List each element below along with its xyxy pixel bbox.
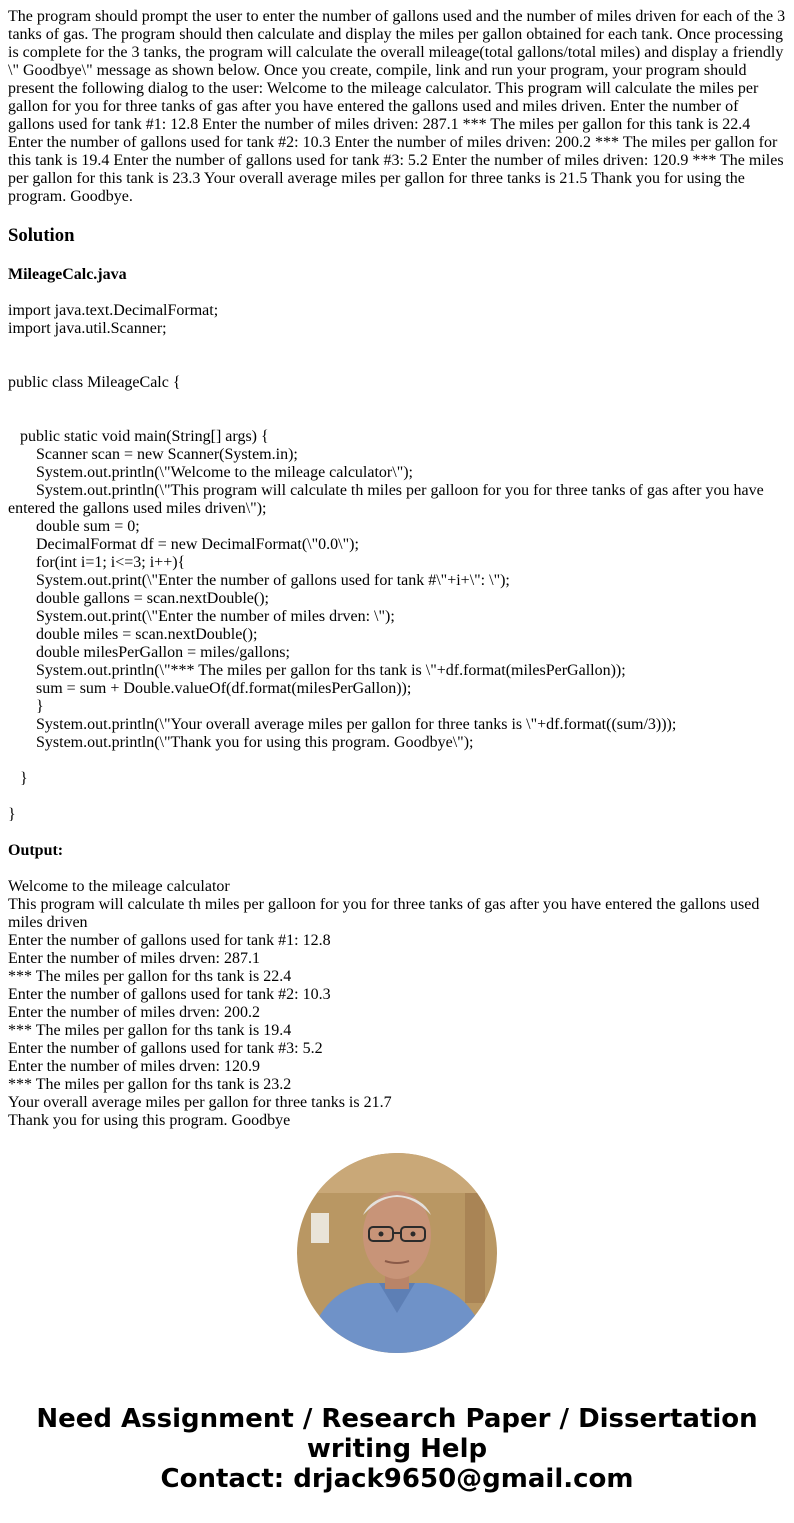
solution-heading: Solution bbox=[8, 225, 75, 246]
code-line: public class MileageCalc { bbox=[8, 374, 181, 391]
code-line: public static void main(String[] args) { bbox=[8, 428, 269, 445]
output-line: *** The miles per gallon for ths tank is 23.2 bbox=[8, 1076, 292, 1093]
promo-line-1: Need Assignment / Research Paper / Dissertation bbox=[36, 1404, 758, 1434]
code-line bbox=[8, 752, 786, 770]
code-line: for(int i=1; i<=3; i++){ bbox=[8, 554, 186, 571]
code-line: System.out.println(\"Welcome to the mileage calculator\"); bbox=[8, 464, 413, 481]
code-line: System.out.println(\"Thank you for using this program. Goodbye\"); bbox=[8, 734, 474, 751]
output-heading: Output: bbox=[8, 842, 64, 859]
output-line: Your overall average miles per gallon for three tanks is 21.7 bbox=[8, 1094, 392, 1111]
promo-banner bbox=[0, 1404, 794, 1494]
code-line: Scanner scan = new Scanner(System.in); bbox=[8, 446, 298, 463]
question-text: The program should prompt the user to enter the number of gallons used and the number of miles driven for each of the 3 tanks of gas. The program should then calculate and display the miles per gallon obtained for each tank. Once processing is complete for the 3 tanks, the program will calculate the overall mileage(total gallons/total miles) and display a friendly \" Goodbye\" message as shown below. Once you create, compile, link and run your program, your program should present the following dialog to the user: Welcome to the mileage calculator. This program will calculate the miles per gallon for you for three tanks of gas after you have entered the gallons used and miles driven. Enter the number of gallons used for tank #1: 12.8 Enter the number of miles driven: 287.1 *** The miles per gallon for this tank is 22.4 Enter the number of gallons used for tank #2: 10.3 Enter the number of miles driven: 200.2 *** The miles per gallon for this tank is 19.4 Enter the number of gallons used for tank #3: 5.2 Enter the number of miles driven: 120.9 *** The miles per gallon for this tank is 23.3 Your overall average miles per gallon for three tanks is 21.5 Thank you for using the program. Goodbye. bbox=[8, 8, 786, 205]
output-line: Enter the number of gallons used for tank #1: 12.8 bbox=[8, 932, 331, 949]
code-filename: MileageCalc.java bbox=[8, 266, 127, 283]
output-block bbox=[8, 878, 786, 1130]
code-line bbox=[8, 392, 786, 410]
author-avatar bbox=[297, 1153, 497, 1353]
code-line bbox=[8, 338, 786, 356]
output-line: Enter the number of miles drven: 200.2 bbox=[8, 1004, 260, 1021]
code-block bbox=[8, 302, 786, 824]
code-line: System.out.println(\"*** The miles per gallon for ths tank is \"+df.format(milesPerGallon)); bbox=[8, 662, 626, 679]
code-line bbox=[8, 410, 786, 428]
code-line: } bbox=[8, 806, 16, 823]
code-line bbox=[8, 356, 786, 374]
code-line: double milesPerGallon = miles/gallons; bbox=[8, 644, 290, 661]
code-line: sum = sum + Double.valueOf(df.format(milesPerGallon)); bbox=[8, 680, 412, 697]
code-line: double sum = 0; bbox=[8, 518, 140, 535]
output-line: Enter the number of gallons used for tank #2: 10.3 bbox=[8, 986, 331, 1003]
output-line: Enter the number of gallons used for tank #3: 5.2 bbox=[8, 1040, 323, 1057]
output-line: Enter the number of miles drven: 120.9 bbox=[8, 1058, 260, 1075]
code-line bbox=[8, 788, 786, 806]
code-line: DecimalFormat df = new DecimalFormat(\"0.0\"); bbox=[8, 536, 359, 553]
code-line: } bbox=[8, 698, 44, 715]
code-line: import java.text.DecimalFormat; bbox=[8, 302, 219, 319]
code-line: System.out.print(\"Enter the number of miles drven: \"); bbox=[8, 608, 395, 625]
document-page bbox=[8, 8, 786, 1130]
output-line: Enter the number of miles drven: 287.1 bbox=[8, 950, 260, 967]
output-line: *** The miles per gallon for ths tank is 19.4 bbox=[8, 1022, 292, 1039]
code-line: System.out.println(\"Your overall average miles per gallon for three tanks is \"+df.format((sum/3))); bbox=[8, 716, 677, 733]
code-line: } bbox=[8, 770, 28, 787]
output-line: Welcome to the mileage calculator bbox=[8, 878, 230, 895]
code-line: double gallons = scan.nextDouble(); bbox=[8, 590, 269, 607]
code-line: System.out.print(\"Enter the number of gallons used for tank #\"+i+\": \"); bbox=[8, 572, 510, 589]
output-line: Thank you for using this program. Goodbye bbox=[8, 1112, 291, 1129]
promo-contact: Contact: drjack9650@gmail.com bbox=[160, 1464, 634, 1494]
code-line: import java.util.Scanner; bbox=[8, 320, 167, 337]
code-line: System.out.println(\"This program will calculate th miles per galloon for you for three tanks of gas after you have entered the gallons used miles driven\"); bbox=[8, 482, 768, 517]
output-line: This program will calculate th miles per galloon for you for three tanks of gas after you have entered the gallons used miles driven bbox=[8, 896, 764, 931]
avatar-portrait bbox=[297, 1153, 497, 1353]
code-line: double miles = scan.nextDouble(); bbox=[8, 626, 258, 643]
output-line: *** The miles per gallon for ths tank is 22.4 bbox=[8, 968, 292, 985]
promo-line-2: writing Help bbox=[306, 1434, 488, 1464]
